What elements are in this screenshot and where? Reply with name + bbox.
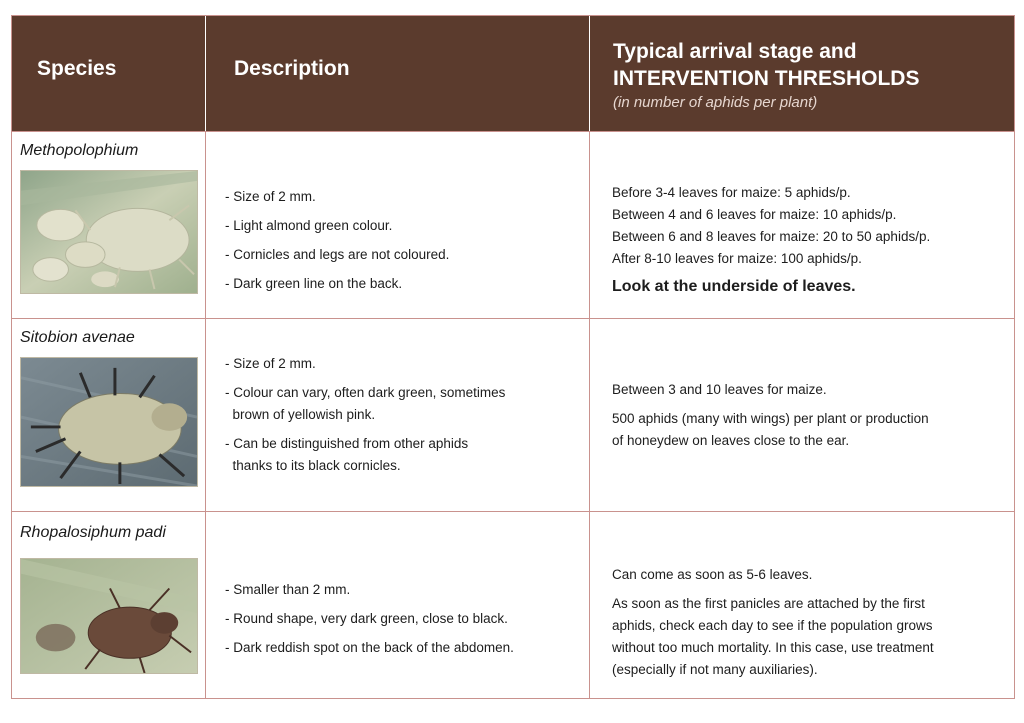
threshold-line: Between 6 and 8 leaves for maize: 20 to 50 aphids/p. — [612, 229, 931, 244]
description-line: - Colour can vary, often dark green, sometimes — [225, 385, 506, 400]
header-threshold-subtitle: (in number of aphids per plant) — [613, 94, 818, 111]
description-list — [225, 353, 505, 477]
table-header — [12, 16, 1014, 131]
header-divider — [205, 16, 206, 131]
table-row — [12, 131, 1014, 319]
description-line: - Size of 2 mm. — [225, 189, 316, 204]
threshold-line: of honeydew on leaves close to the ear. — [612, 433, 850, 448]
description-list — [225, 575, 514, 662]
species-name: Sitobion avenae — [20, 329, 135, 346]
header-description: Description — [234, 57, 350, 80]
header-divider — [589, 16, 590, 131]
column-divider — [589, 512, 590, 699]
header-threshold-line1: Typical arrival stage and — [613, 40, 857, 63]
description-line: - Light almond green colour. — [225, 218, 393, 233]
threshold-line: 500 aphids (many with wings) per plant or production — [612, 411, 929, 426]
description-line: - Smaller than 2 mm. — [225, 582, 351, 597]
threshold-text — [612, 182, 930, 298]
column-divider — [589, 319, 590, 512]
threshold-text — [612, 564, 934, 681]
column-divider — [205, 132, 206, 319]
threshold-line: After 8-10 leaves for maize: 100 aphids/p. — [612, 251, 862, 266]
description-line: - Dark reddish spot on the back of the abdomen. — [225, 640, 514, 655]
aphid-table — [11, 15, 1015, 699]
threshold-line: Before 3-4 leaves for maize: 5 aphids/p. — [612, 185, 851, 200]
column-divider — [205, 319, 206, 512]
threshold-line: Between 4 and 6 leaves for maize: 10 aphids/p. — [612, 207, 897, 222]
threshold-line: aphids, check each day to see if the population grows — [612, 618, 933, 633]
aphid-photo-methopolophium — [20, 170, 198, 294]
column-divider — [205, 512, 206, 699]
description-line: - Size of 2 mm. — [225, 356, 316, 371]
threshold-text — [612, 379, 929, 452]
column-divider — [589, 132, 590, 319]
description-line: - Can be distinguished from other aphids — [225, 436, 469, 451]
header-species: Species — [37, 57, 117, 80]
threshold-line: As soon as the first panicles are attached by the first — [612, 596, 925, 611]
aphid-photo-rhopalosiphum — [20, 558, 198, 674]
threshold-line: (especially if not many auxiliaries). — [612, 662, 818, 677]
description-line: thanks to its black cornicles. — [225, 458, 401, 473]
description-line: - Dark green line on the back. — [225, 276, 403, 291]
table-row — [12, 511, 1014, 699]
aphid-photo-sitobion — [20, 357, 198, 487]
description-line: - Round shape, very dark green, close to black. — [225, 611, 508, 626]
species-name: Rhopalosiphum padi — [20, 524, 166, 541]
header-threshold-line2: INTERVENTION THRESHOLDS — [613, 67, 920, 90]
threshold-note: Look at the underside of leaves. — [612, 278, 856, 295]
threshold-line: without too much mortality. In this case, use treatment — [612, 640, 934, 655]
description-line: brown of yellowish pink. — [225, 407, 376, 422]
description-list — [225, 182, 449, 298]
threshold-line: Between 3 and 10 leaves for maize. — [612, 382, 827, 397]
description-line: - Cornicles and legs are not coloured. — [225, 247, 450, 262]
species-name: Methopolophium — [20, 142, 139, 159]
table-row — [12, 318, 1014, 512]
threshold-line: Can come as soon as 5-6 leaves. — [612, 567, 813, 582]
